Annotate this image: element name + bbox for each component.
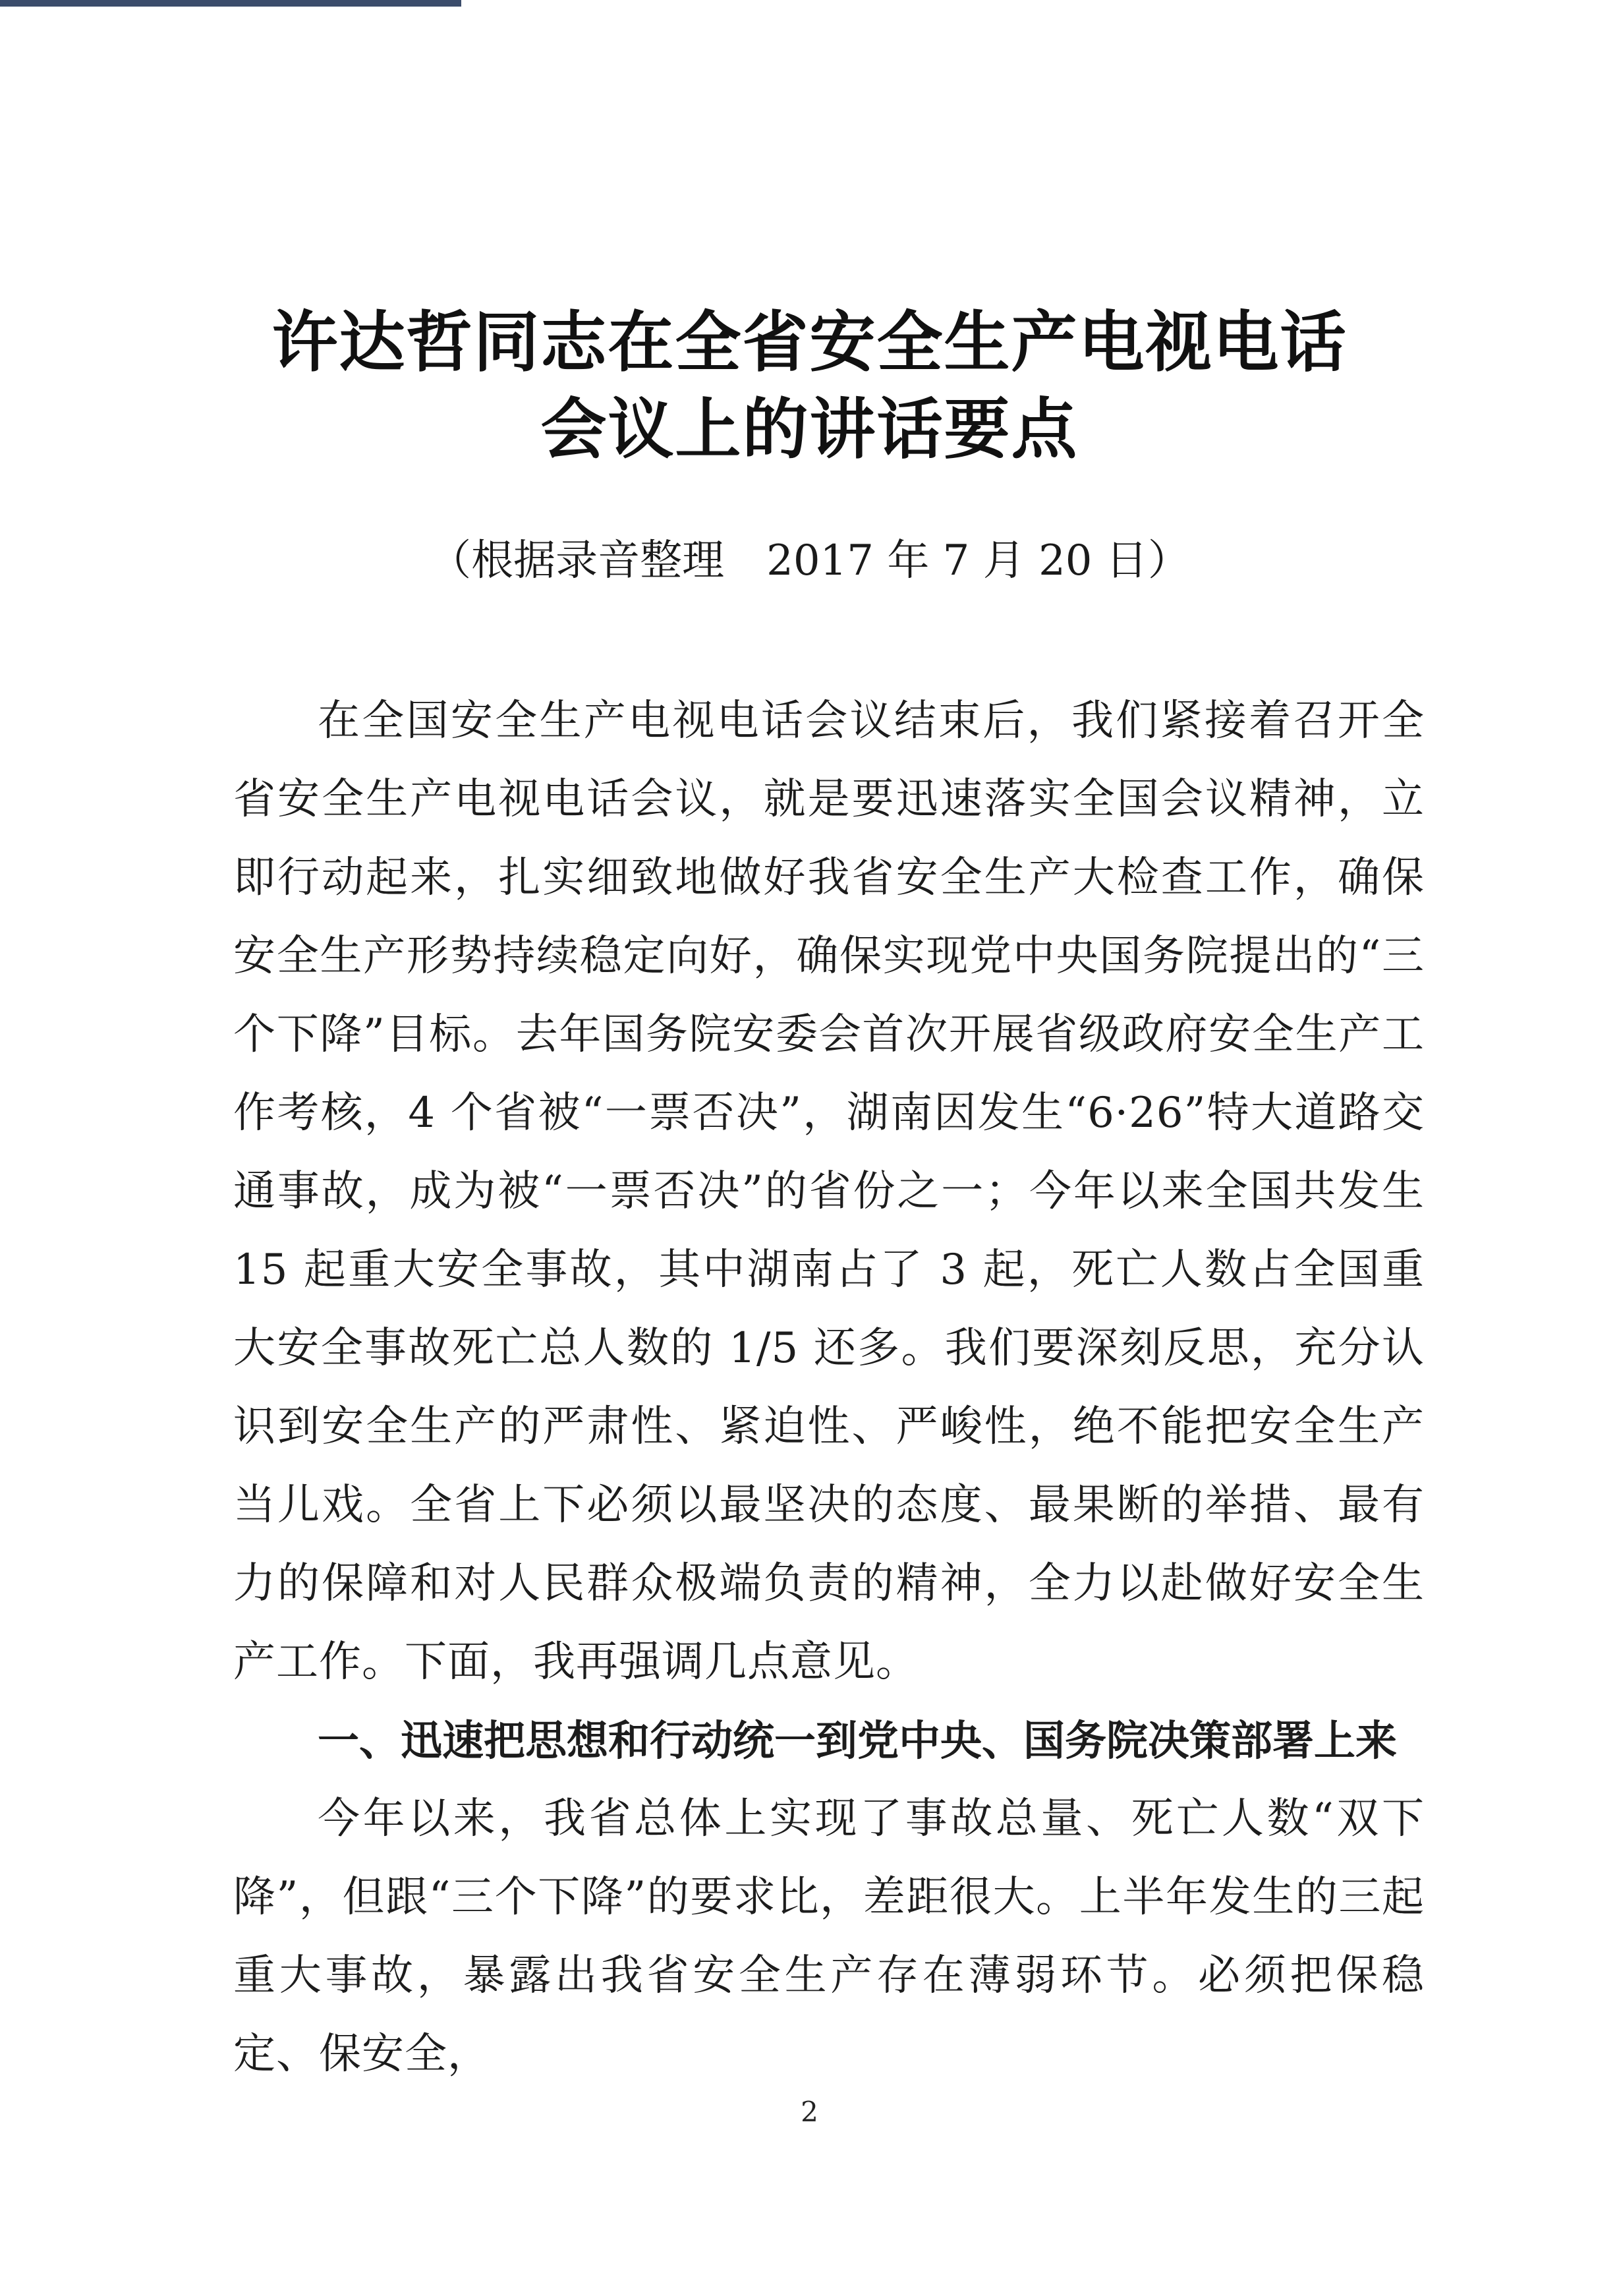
section-heading-1: 一、迅速把思想和行动统一到党中央、国务院决策部署上来 bbox=[318, 1717, 1397, 1765]
page-number: 2 bbox=[801, 2096, 818, 2128]
document-title-line2: 会议上的讲话要点 bbox=[540, 391, 1079, 468]
scan-edge-strip bbox=[0, 0, 461, 7]
document-subtitle: （根据录音整理 2017 年 7 月 20 日） bbox=[429, 536, 1190, 585]
paragraph-section-1: 今年以来，我省总体上实现了事故总量、死亡人数“双下降”，但跟“三个下降”的要求比，差距很大。上半年发生的三起重大事故，暴露出我省安全生产存在薄弱环节。必须把保稳定、保安全， bbox=[233, 1794, 1425, 2079]
document-body bbox=[233, 682, 1425, 2094]
paragraph-intro: 在全国安全生产电视电话会议结束后，我们紧接着召开全省安全生产电视电话会议，就是要迅速落实全国会议精神，立即行动起来，扎实细致地做好我省安全生产大检查工作，确保安全生产形势持续稳定向好，确保实现党中央国务院提出的“三个下降”目标。去年国务院安委会首次开展省级政府安全生产工作考核，4 个省被“一票否决”，湖南因发生“6·26”特大道路交通事故，成为被“一票否决”的省份之一；今年以来全国共发生 15 起重大安全事故，其中湖南占了 3 起，死亡人数占全国重大安全事故死亡总人数的 1/5 还多。我们要深刻反思，充分认识到安全生产的严肃性、紧迫性、严峻性，绝不能把安全生产当儿戏。全省上下必须以最坚决的态度、最果断的举措、最有力的保障和对人民群众极端负责的精神，全力以赴做好安全生产工作。下面，我再强调几点意见。 bbox=[233, 697, 1425, 1686]
document-title-line1: 许达哲同志在全省安全生产电视电话 bbox=[271, 304, 1348, 381]
